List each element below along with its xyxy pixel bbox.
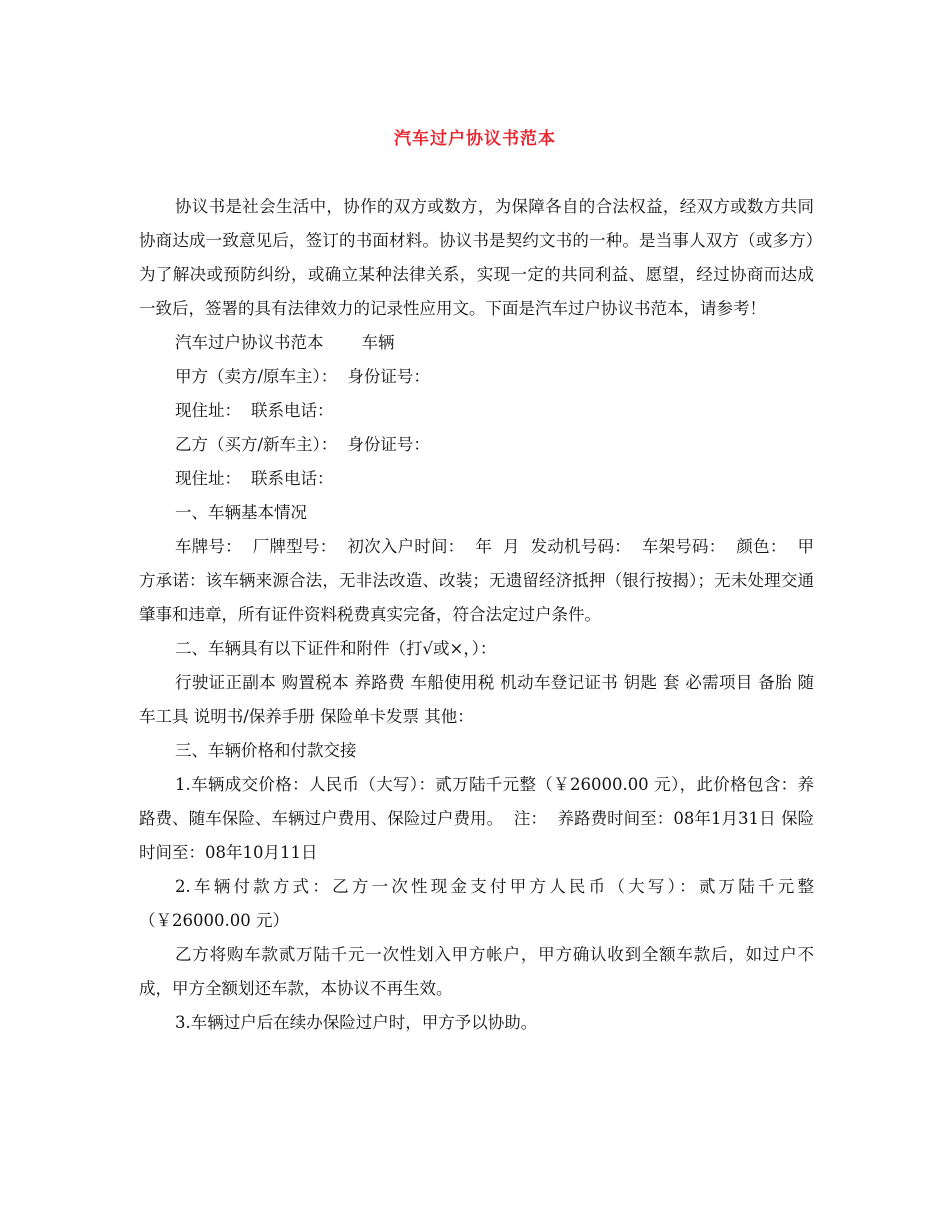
item-1: 1.车辆成交价格：人民币（大写）：贰万陆千元整（￥26000.00 元），此价格包含：养路费、随车保险、车辆过户费用、保险过户费用。 注： 养路费时间至：08年1月31日 保险时间至：08年10月11日 [139, 775, 814, 862]
section-2-title: 二、车辆具有以下证件和附件（打√或×，）： [175, 639, 497, 658]
party-a-address-label: 现住址： [175, 401, 241, 420]
party-a-line [139, 360, 814, 394]
section-1-title: 一、车辆基本情况 [175, 503, 307, 522]
party-a-id-label: 身份证号： [347, 367, 430, 386]
item-2: 2.车辆付款方式：乙方一次性现金支付甲方人民币（大写）：贰万陆千元整（￥26000.00 元） [139, 877, 814, 930]
page-title: 汽车过户协议书范本 [394, 129, 556, 149]
party-b-line [139, 428, 814, 462]
subtitle-text: 汽车过户协议书范本 [175, 333, 324, 352]
document-body [139, 190, 814, 1040]
party-b-address-label: 现住址： [175, 469, 241, 488]
party-a-address-line [139, 394, 814, 428]
intro-paragraph: 协议书是社会生活中，协作的双方或数方，为保障各自的合法权益，经双方或数方共同协商达成一致意见后，签订的书面材料。协议书是契约文书的一种。是当事人双方（或多方）为了解决或预防纠纷，或确立某种法律关系，实现一定的共同利益、愿望，经过协商而达成一致后，签署的具有法律效力的记录性应用文。下面是汽车过户协议书范本，请参考！ [139, 197, 814, 318]
party-b-label: 乙方（买方/新车主）： [175, 435, 338, 454]
party-b-address-line [139, 462, 814, 496]
section-1-body: 车牌号： 厂牌型号： 初次入户时间： 年 月 发动机号码： 车架号码： 颜色： 甲方承诺：该车辆来源合法，无非法改造、改装；无遗留经济抵押（银行按揭）；无未处理交通肇事和违章，所有证件资料税费真实完备，符合法定过户条件。 [139, 537, 814, 624]
subtitle-line [139, 326, 814, 360]
item-3: 3.车辆过户后在续办保险过户时，甲方予以协助。 [175, 1013, 538, 1032]
party-a-phone-label: 联系电话： [251, 401, 334, 420]
party-b-phone-label: 联系电话： [251, 469, 334, 488]
transfer-note: 乙方将购车款贰万陆千元一次性划入甲方帐户，甲方确认收到全额车款后，如过户不成，甲方全额划还车款，本协议不再生效。 [139, 945, 814, 998]
section-3-title: 三、车辆价格和付款交接 [175, 741, 357, 760]
party-a-label: 甲方（卖方/原车主）： [175, 367, 338, 386]
section-2-body: 行驶证正副本 购置税本 养路费 车船使用税 机动车登记证书 钥匙 套 必需项目 备胎 随车工具 说明书/保养手册 保险单卡发票 其他： [139, 673, 814, 726]
party-b-id-label: 身份证号： [347, 435, 430, 454]
subtitle-vehicle: 车辆 [361, 333, 395, 352]
